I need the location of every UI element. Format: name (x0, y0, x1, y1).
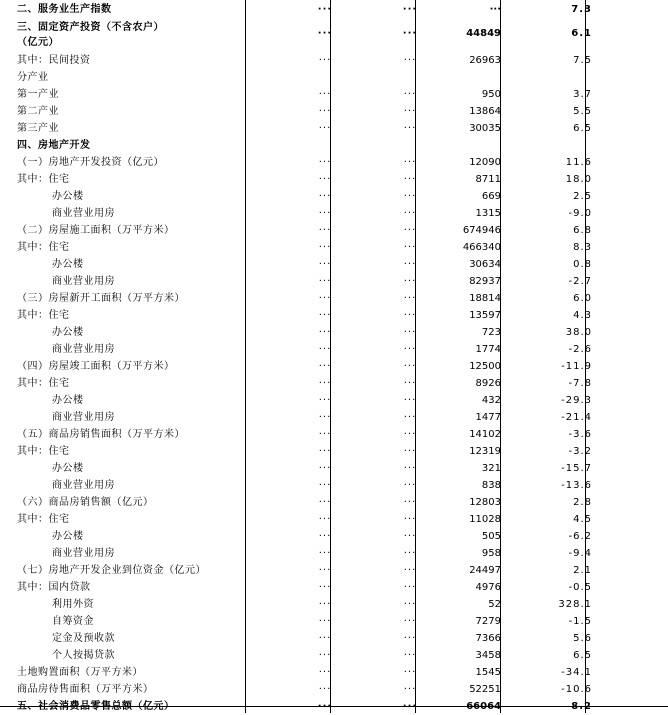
monthly-placeholder: ··· (318, 361, 332, 372)
cumulative-value: 674946 (462, 225, 501, 236)
monthly-placeholder: ··· (318, 89, 332, 100)
table-row (0, 596, 668, 613)
table-row (0, 239, 668, 256)
row-label (17, 494, 154, 511)
row-label-text: 其中：国内贷款 (17, 582, 91, 593)
growth-rate: -2.7 (568, 276, 592, 287)
row-label-text: 商业营业用房 (52, 344, 115, 355)
row-label-text: （三）房屋新开工面积（万平方米） (17, 293, 185, 304)
table-row (0, 528, 668, 545)
cumulative-value: 12090 (469, 157, 501, 168)
cumulative-value: 44849 (466, 28, 501, 39)
growth-rate: 328.1 (558, 599, 592, 610)
growth-rate: 3.7 (573, 89, 592, 100)
table-row (0, 324, 668, 341)
row-label-text: 商业营业用房 (52, 412, 115, 423)
row-label (17, 239, 70, 256)
row-label (52, 324, 84, 341)
monthly-placeholder: ··· (318, 616, 332, 627)
cumulative-value: 950 (481, 89, 501, 100)
monthly-placeholder: ··· (318, 395, 332, 406)
monthly-placeholder: ··· (318, 412, 332, 423)
table-row (0, 18, 668, 52)
row-label (17, 1, 112, 18)
monthly-placeholder: ··· (318, 531, 332, 542)
table-row (0, 579, 668, 596)
monthly-placeholder: ··· (318, 259, 332, 270)
monthly-growth-placeholder: ··· (403, 123, 417, 134)
monthly-growth-placeholder: ··· (403, 276, 417, 287)
row-label (17, 52, 91, 69)
table-row (0, 137, 668, 154)
row-label (52, 409, 115, 426)
cumulative-value: 1545 (475, 667, 501, 678)
growth-rate: -3.2 (568, 446, 592, 457)
row-label-text: 其中：住宅 (17, 378, 70, 389)
growth-rate: -3.6 (568, 429, 592, 440)
row-label (17, 681, 154, 698)
monthly-growth-placeholder: ··· (403, 429, 417, 440)
row-label-text: 个人按揭贷款 (52, 650, 115, 661)
growth-rate: -29.3 (561, 395, 592, 406)
monthly-placeholder: ··· (318, 293, 332, 304)
cumulative-value: 13597 (469, 310, 501, 321)
monthly-placeholder: ··· (318, 667, 332, 678)
monthly-growth-placeholder: ··· (402, 28, 418, 39)
growth-rate: -15.7 (561, 463, 592, 474)
row-label-text: 土地购置面积（万平方米） (17, 667, 143, 678)
table-row (0, 120, 668, 137)
row-label (52, 392, 84, 409)
row-label (52, 613, 94, 630)
row-label (17, 290, 185, 307)
row-label-text: 三、固定资产投资（不含农户） (17, 22, 164, 33)
row-label (17, 307, 70, 324)
monthly-growth-placeholder: ··· (402, 4, 418, 15)
row-label (52, 545, 115, 562)
monthly-growth-placeholder: ··· (403, 361, 417, 372)
growth-rate: -21.4 (561, 412, 592, 423)
row-label-text: 商业营业用房 (52, 208, 115, 219)
growth-rate: -9.0 (568, 208, 592, 219)
cumulative-value: ··· (489, 4, 501, 15)
monthly-growth-placeholder: ··· (403, 293, 417, 304)
row-label (17, 222, 175, 239)
table-row (0, 630, 668, 647)
cumulative-value: 11028 (469, 514, 501, 525)
monthly-growth-placeholder: ··· (403, 497, 417, 508)
row-label (17, 171, 70, 188)
monthly-growth-placeholder: ··· (403, 582, 417, 593)
row-label (52, 341, 115, 358)
growth-rate: 7.5 (573, 55, 592, 66)
cumulative-value: 52 (488, 599, 501, 610)
table-row (0, 188, 668, 205)
monthly-growth-placeholder: ··· (403, 378, 417, 389)
monthly-placeholder: ··· (318, 327, 332, 338)
monthly-growth-placeholder: ··· (403, 310, 417, 321)
row-label (17, 511, 70, 528)
row-label (52, 188, 84, 205)
growth-rate: 6.0 (573, 293, 592, 304)
cumulative-value: 723 (481, 327, 501, 338)
row-label-text: 办公楼 (52, 395, 84, 406)
row-label-text: 商品房待售面积（万平方米） (17, 684, 154, 695)
cumulative-value: 30634 (469, 259, 501, 270)
row-label-text: 四、房地产开发 (17, 140, 91, 151)
monthly-placeholder: ··· (318, 514, 332, 525)
row-label-text: 其中：住宅 (17, 242, 70, 253)
cumulative-value: 4976 (475, 582, 501, 593)
cumulative-value: 432 (481, 395, 501, 406)
cumulative-value: 12500 (469, 361, 501, 372)
cumulative-value: 26963 (469, 55, 501, 66)
table-row (0, 375, 668, 392)
monthly-placeholder: ··· (318, 242, 332, 253)
growth-rate: 2.5 (573, 191, 592, 202)
table-row (0, 477, 668, 494)
monthly-growth-placeholder: ··· (403, 395, 417, 406)
row-label-text: （四）房屋竣工面积（万平方米） (17, 361, 175, 372)
growth-rate: -11.9 (561, 361, 592, 372)
monthly-placeholder: ··· (318, 480, 332, 491)
cumulative-value: 7366 (475, 633, 501, 644)
monthly-growth-placeholder: ··· (403, 174, 417, 185)
growth-rate: 6.8 (573, 225, 592, 236)
table-row (0, 681, 668, 698)
growth-rate: 8.3 (573, 242, 592, 253)
monthly-growth-placeholder: ··· (403, 616, 417, 627)
cumulative-value: 82937 (469, 276, 501, 287)
row-label-text: 办公楼 (52, 531, 84, 542)
monthly-placeholder: ··· (318, 582, 332, 593)
table-row (0, 205, 668, 222)
table-divider (0, 706, 668, 707)
row-label-text: 自筹资金 (52, 616, 94, 627)
row-label-text: （六）商品房销售额（亿元） (17, 497, 154, 508)
row-label (17, 579, 91, 596)
row-label-text: 办公楼 (52, 191, 84, 202)
monthly-placeholder: ··· (318, 599, 332, 610)
cumulative-value: 1315 (475, 208, 501, 219)
row-label (52, 460, 84, 477)
monthly-placeholder: ··· (318, 650, 332, 661)
growth-rate: -34.1 (561, 667, 592, 678)
growth-rate: -9.4 (568, 548, 592, 559)
monthly-growth-placeholder: ··· (403, 599, 417, 610)
table-row (0, 409, 668, 426)
row-label-text: 定金及预收款 (52, 633, 115, 644)
monthly-growth-placeholder: ··· (403, 106, 417, 117)
row-label-text: （七）房地产开发企业到位资金（亿元） (17, 565, 206, 576)
cumulative-value: 30035 (469, 123, 501, 134)
table-row (0, 256, 668, 273)
monthly-growth-placeholder: ··· (403, 667, 417, 678)
row-label-text: 其中：住宅 (17, 446, 70, 457)
cumulative-value: 52251 (469, 684, 501, 695)
cumulative-value: 1477 (475, 412, 501, 423)
row-label (52, 630, 115, 647)
monthly-growth-placeholder: ··· (403, 344, 417, 355)
growth-rate: -7.8 (568, 378, 592, 389)
growth-rate: 6.5 (573, 650, 592, 661)
monthly-growth-placeholder: ··· (403, 684, 417, 695)
row-label (52, 256, 84, 273)
table-row (0, 460, 668, 477)
monthly-placeholder: ··· (318, 565, 332, 576)
cumulative-value: 958 (481, 548, 501, 559)
cumulative-value: 8711 (475, 174, 501, 185)
row-label (17, 103, 59, 120)
row-label (17, 664, 143, 681)
row-label-text: 商业营业用房 (52, 276, 115, 287)
monthly-growth-placeholder: ··· (403, 463, 417, 474)
monthly-placeholder: ··· (318, 446, 332, 457)
monthly-placeholder: ··· (318, 344, 332, 355)
monthly-growth-placeholder: ··· (403, 89, 417, 100)
monthly-growth-placeholder: ··· (403, 650, 417, 661)
cumulative-value: 669 (481, 191, 501, 202)
growth-rate: 7.3 (571, 4, 592, 15)
monthly-growth-placeholder: ··· (403, 531, 417, 542)
row-label (52, 477, 115, 494)
monthly-growth-placeholder: ··· (403, 565, 417, 576)
table-row (0, 52, 668, 69)
growth-rate: -2.6 (568, 344, 592, 355)
row-label-text: 办公楼 (52, 463, 84, 474)
row-label-text: 第二产业 (17, 106, 59, 117)
monthly-growth-placeholder: ··· (403, 242, 417, 253)
growth-rate: 4.5 (573, 514, 592, 525)
monthly-placeholder: ··· (318, 276, 332, 287)
monthly-placeholder: ··· (318, 191, 332, 202)
table-row (0, 562, 668, 579)
row-label (17, 443, 70, 460)
row-label (17, 20, 164, 50)
monthly-placeholder: ··· (318, 157, 332, 168)
row-label-text: 其中：民间投资 (17, 55, 91, 66)
table-row (0, 69, 668, 86)
row-label (17, 562, 206, 579)
cumulative-value: 12319 (469, 446, 501, 457)
row-label (52, 647, 115, 664)
monthly-placeholder: ··· (318, 55, 332, 66)
row-label-text: 利用外资 (52, 599, 94, 610)
row-label-text: （五）商品房销售面积（万平方米） (17, 429, 185, 440)
monthly-placeholder: ··· (317, 4, 333, 15)
row-label (17, 426, 185, 443)
monthly-placeholder: ··· (318, 548, 332, 559)
cumulative-value: 321 (481, 463, 501, 474)
monthly-growth-placeholder: ··· (403, 327, 417, 338)
monthly-placeholder: ··· (318, 429, 332, 440)
growth-rate: 5.6 (573, 633, 592, 644)
monthly-placeholder: ··· (318, 378, 332, 389)
monthly-growth-placeholder: ··· (403, 225, 417, 236)
monthly-growth-placeholder: ··· (403, 157, 417, 168)
cumulative-value: 8926 (475, 378, 501, 389)
row-label-text: 其中：住宅 (17, 310, 70, 321)
cumulative-value: 24497 (469, 565, 501, 576)
row-label (52, 205, 115, 222)
monthly-placeholder: ··· (317, 28, 333, 39)
row-label-text: 第三产业 (17, 123, 59, 134)
row-label (17, 358, 175, 375)
row-label (52, 273, 115, 290)
table-row (0, 358, 668, 375)
growth-rate: 11.6 (565, 157, 592, 168)
growth-rate: 2.1 (573, 565, 592, 576)
cumulative-value: 18814 (469, 293, 501, 304)
table-row (0, 154, 668, 171)
row-label-text: 商业营业用房 (52, 480, 115, 491)
monthly-growth-placeholder: ··· (403, 633, 417, 644)
growth-rate: -0.5 (568, 582, 592, 593)
table-row (0, 273, 668, 290)
table-row (0, 545, 668, 562)
table-row (0, 222, 668, 239)
monthly-placeholder: ··· (318, 208, 332, 219)
row-label (17, 375, 70, 392)
row-label (17, 69, 49, 86)
monthly-placeholder: ··· (318, 463, 332, 474)
row-label-text: 办公楼 (52, 327, 84, 338)
row-label-text: （一）房地产开发投资（亿元） (17, 157, 164, 168)
row-label (52, 596, 94, 613)
table-row (0, 511, 668, 528)
cumulative-value: 505 (481, 531, 501, 542)
cumulative-value: 1774 (475, 344, 501, 355)
table-row (0, 664, 668, 681)
monthly-placeholder: ··· (318, 497, 332, 508)
table-row (0, 426, 668, 443)
monthly-growth-placeholder: ··· (403, 514, 417, 525)
growth-rate: -10.6 (561, 684, 592, 695)
row-label (17, 86, 59, 103)
table-row (0, 341, 668, 358)
growth-rate: -1.5 (568, 616, 592, 627)
row-label-text: 分产业 (17, 72, 49, 83)
monthly-placeholder: ··· (318, 174, 332, 185)
monthly-growth-placeholder: ··· (403, 548, 417, 559)
growth-rate: 18.0 (565, 174, 592, 185)
monthly-placeholder: ··· (318, 633, 332, 644)
table-row (0, 392, 668, 409)
monthly-growth-placeholder: ··· (403, 480, 417, 491)
monthly-placeholder: ··· (318, 310, 332, 321)
growth-rate: 38.0 (565, 327, 592, 338)
growth-rate: 0.8 (573, 259, 592, 270)
monthly-growth-placeholder: ··· (403, 446, 417, 457)
cumulative-value: 838 (481, 480, 501, 491)
row-label-text: 其中：住宅 (17, 174, 70, 185)
row-label-text: （二）房屋施工面积（万平方米） (17, 225, 175, 236)
row-label-text: 二、服务业生产指数 (17, 4, 112, 15)
monthly-growth-placeholder: ··· (403, 208, 417, 219)
cumulative-value: 13864 (469, 106, 501, 117)
monthly-placeholder: ··· (318, 684, 332, 695)
table-row (0, 1, 668, 18)
row-label (17, 120, 59, 137)
monthly-growth-placeholder: ··· (403, 55, 417, 66)
table-row (0, 86, 668, 103)
table-row (0, 103, 668, 120)
cumulative-value: 466340 (462, 242, 501, 253)
row-label (17, 154, 164, 171)
growth-rate: 2.8 (573, 497, 592, 508)
table-row (0, 647, 668, 664)
growth-rate: -13.6 (561, 480, 592, 491)
row-label-text: 商业营业用房 (52, 548, 115, 559)
table-row (0, 171, 668, 188)
growth-rate: -6.2 (568, 531, 592, 542)
monthly-growth-placeholder: ··· (403, 191, 417, 202)
monthly-placeholder: ··· (318, 225, 332, 236)
row-label (17, 137, 91, 154)
growth-rate: 4.3 (573, 310, 592, 321)
growth-rate: 6.1 (571, 28, 592, 39)
table-row (0, 443, 668, 460)
table-row (0, 290, 668, 307)
cumulative-value: 3458 (475, 650, 501, 661)
monthly-growth-placeholder: ··· (403, 259, 417, 270)
table-row (0, 494, 668, 511)
monthly-placeholder: ··· (318, 123, 332, 134)
cumulative-value: 12803 (469, 497, 501, 508)
growth-rate: 5.5 (573, 106, 592, 117)
table-row (0, 613, 668, 630)
cumulative-value: 7279 (475, 616, 501, 627)
table-row (0, 307, 668, 324)
growth-rate: 6.5 (573, 123, 592, 134)
row-label-text: 第一产业 (17, 89, 59, 100)
monthly-growth-placeholder: ··· (403, 412, 417, 423)
row-label-text: 其中：住宅 (17, 514, 70, 525)
cumulative-value: 14102 (469, 429, 501, 440)
row-label-text: 办公楼 (52, 259, 84, 270)
row-label-unit: （亿元） (17, 37, 59, 48)
row-label (52, 528, 84, 545)
monthly-placeholder: ··· (318, 106, 332, 117)
